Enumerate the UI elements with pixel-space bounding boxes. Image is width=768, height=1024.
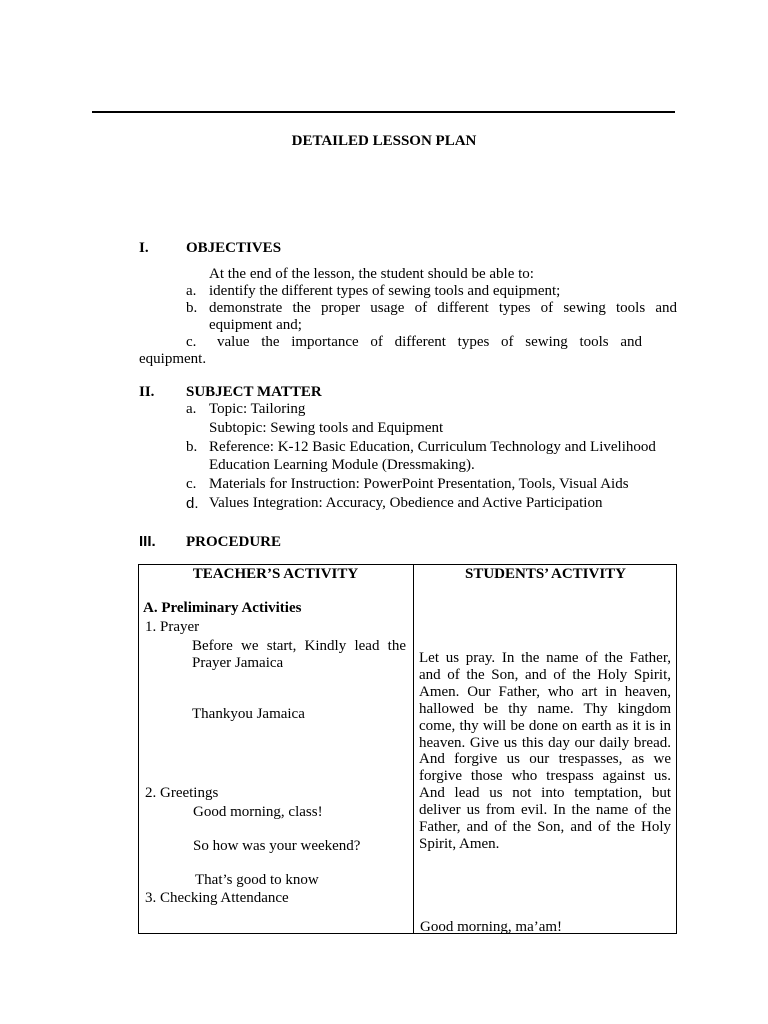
objectives-numeral: I. <box>139 240 149 256</box>
attendance-label: 3. Checking Attendance <box>145 890 289 906</box>
subject-topic: Topic: Tailoring <box>209 401 306 417</box>
procedure-heading: PROCEDURE <box>186 534 282 550</box>
students-activity-header: STUDENTS’ ACTIVITY <box>464 566 626 582</box>
subject-b-letter: b. <box>186 439 198 455</box>
document-title: DETAILED LESSON PLAN <box>291 133 477 149</box>
objective-b-line2: equipment and; <box>209 317 302 333</box>
subject-values: Values Integration: Accuracy, Obedience and Active Participation <box>209 495 603 511</box>
procedure-numeral: III. <box>139 533 156 550</box>
prayer-label: 1. Prayer <box>145 619 200 635</box>
prayer-request-line1: Before we start, Kindly lead the <box>192 638 406 654</box>
header-rule <box>92 111 675 113</box>
good-to-know-text: That’s good to know <box>195 872 319 888</box>
thanks-text: Thankyou Jamaica <box>192 706 305 722</box>
objective-a-letter: a. <box>186 283 197 299</box>
subject-subtopic: Subtopic: Sewing tools and Equipment <box>209 420 444 436</box>
subject-reference-line1: Reference: K-12 Basic Education, Curriculum Technology and Livelihood <box>209 439 656 455</box>
student-prayer-text: Let us pray. In the name of the Father, and of the Son, and of the Holy Spirit, Amen. Our Father, who art in heaven, hallowed be thy name. Thy kingdom come, thy will be done on earth as it is in heaven. Give us this day our daily bread. And forgive us our trespasses, as we forgive those who trespass against us. And lead us not into temptation, but deliver us from evil. In the name of the Father, and of the Son, and of the Holy Spirit, Amen. <box>419 650 671 852</box>
subject-heading: SUBJECT MATTER <box>186 384 322 400</box>
subject-numeral: II. <box>139 384 155 400</box>
preliminary-activities-heading: A. Preliminary Activities <box>143 600 302 616</box>
student-greeting-reply: Good morning, ma’am! <box>420 919 563 935</box>
table-column-divider <box>413 564 414 934</box>
objective-b-line1: demonstrate the proper usage of different types of sewing tools and <box>209 300 677 316</box>
subject-materials: Materials for Instruction: PowerPoint Presentation, Tools, Visual Aids <box>209 476 629 492</box>
greetings-label: 2. Greetings <box>145 785 219 801</box>
teacher-activity-header: TEACHER’S ACTIVITY <box>192 566 359 582</box>
prayer-request-line2: Prayer Jamaica <box>192 655 284 671</box>
objective-a-text: identify the different types of sewing tools and equipment; <box>209 283 561 299</box>
objective-c-line1: value the importance of different types of sewing tools and <box>217 334 642 350</box>
subject-a-letter: a. <box>186 401 197 417</box>
subject-c-letter: c. <box>186 476 197 492</box>
objective-b-letter: b. <box>186 300 198 316</box>
subject-d-letter: d. <box>186 495 199 512</box>
objective-c-letter: c. <box>186 334 197 350</box>
weekend-question: So how was your weekend? <box>193 838 361 854</box>
objectives-heading: OBJECTIVES <box>186 240 282 256</box>
subject-reference-line2: Education Learning Module (Dressmaking). <box>209 457 475 473</box>
objective-c-line2: equipment. <box>139 351 207 367</box>
objectives-intro: At the end of the lesson, the student should be able to: <box>209 266 534 282</box>
teacher-greeting: Good morning, class! <box>193 804 323 820</box>
